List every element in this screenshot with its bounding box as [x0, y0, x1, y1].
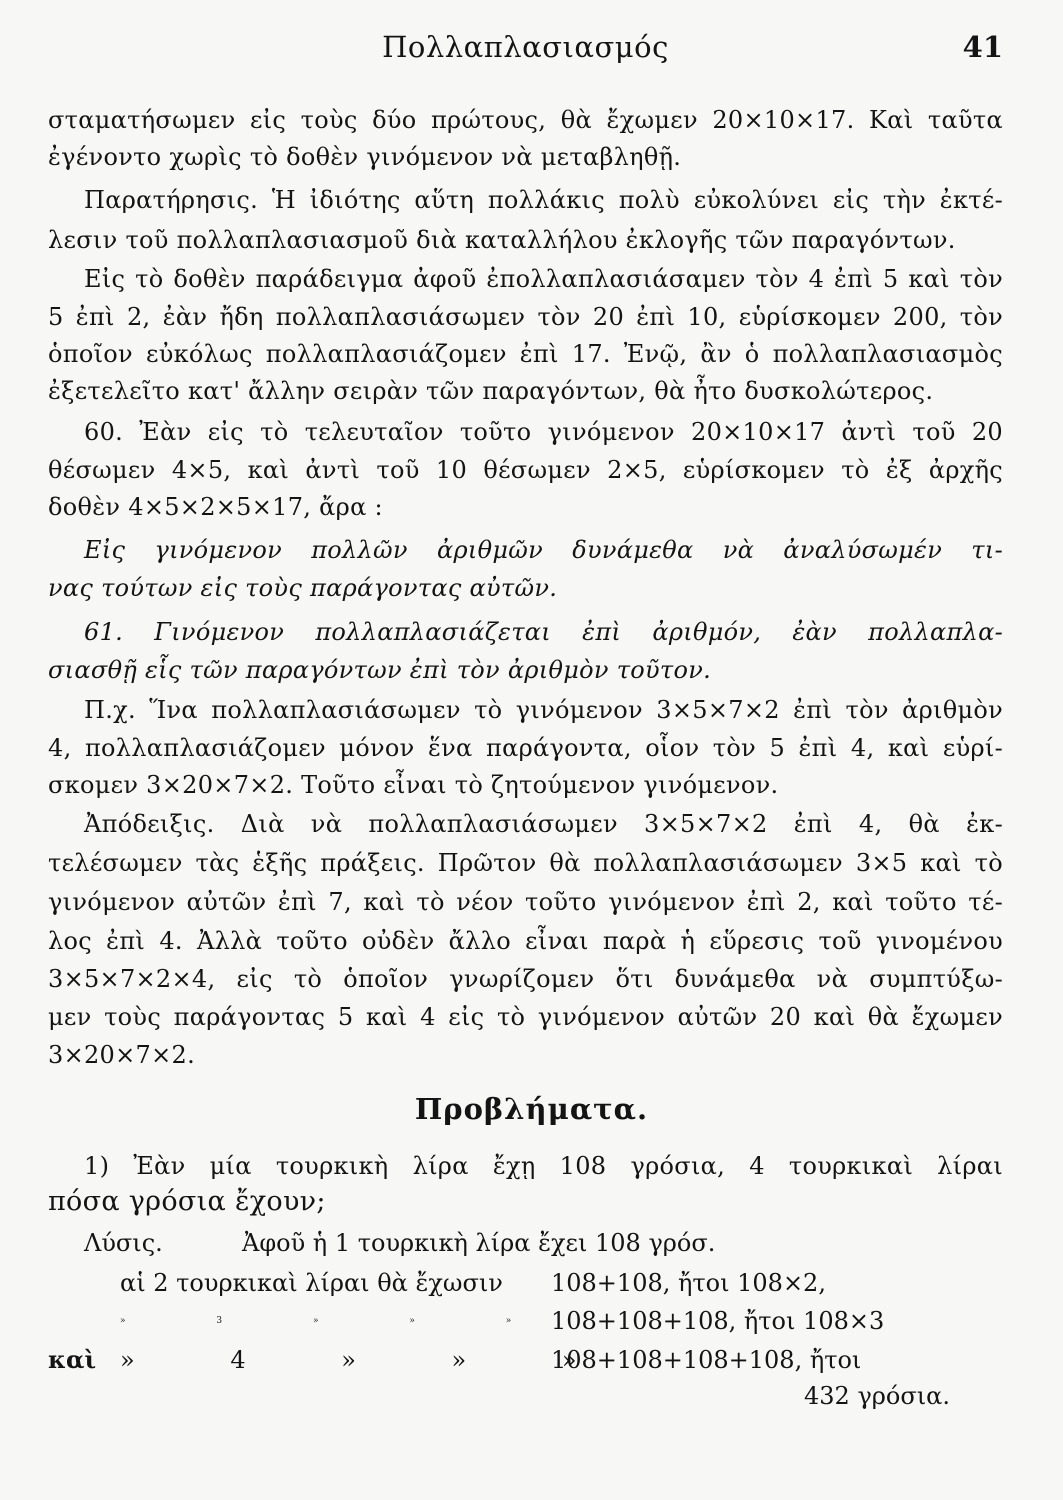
rule-statement: νας τούτων εἰς τοὺς παράγοντας αὐτῶν. [48, 574, 558, 602]
solution-label: Λύσις. [84, 1229, 163, 1257]
solution-row-label: αἱ 2 τουρκικαὶ λίραι θὰ ἔχωσιν [120, 1269, 503, 1297]
text-line: τελέσωμεν τὰς ἑξῆς πράξεις. Πρῶτον θὰ πολλαπλασιάσωμεν 3×5 καὶ τὸ [48, 849, 1003, 877]
text-line: σκομεν 3×20×7×2. Τοῦτο εἶναι τὸ ζητούμενον γινόμενον. [48, 771, 779, 799]
page-header [48, 30, 1003, 74]
text-line: σταματήσωμεν εἰς τοὺς δύο πρώτους, θὰ ἔχωμεν 20×10×17. Καὶ ταῦτα [48, 106, 1003, 134]
text-line: ἐγένοντο χωρὶς τὸ δοθὲν γινόμενον νὰ μεταβληθῇ. [48, 143, 682, 171]
text-line: δοθὲν 4×5×2×5×17, ἄρα : [48, 493, 383, 521]
solution-row-value: 108+108, ἤτοι 108×2, [551, 1269, 826, 1297]
section-61-rule: 61. Γινόμενον πολλαπλασιάζεται ἐπὶ ἀριθμόν, ἐὰν πολλαπλα- [84, 618, 1003, 646]
remark-paragraph: Παρατήρησις. Ἡ ἰδιότης αὕτη πολλάκις πολὺ εὐκολύνει εἰς τὴν ἐκτέ- [84, 186, 1003, 214]
rule-statement: Εἰς γινόμενον πολλῶν ἀριθμῶν δυνάμεθα νὰ ἀναλύσωμέν τι- [84, 536, 1003, 564]
solution-row-prefix: καὶ [48, 1345, 97, 1374]
text-line: λεσιν τοῦ πολλαπλασιασμοῦ διὰ καταλλήλου ἐκλογῆς τῶν παραγόντων. [48, 226, 956, 254]
problem-1: 1) Ἐὰν μία τουρκικὴ λίρα ἔχῃ 108 γρόσια, 4 τουρκικαὶ λίραι [84, 1152, 1003, 1180]
problems-heading: Προβλήματα. [414, 1092, 649, 1126]
text-line: ἐξετελεῖτο κατ' ἄλλην σειρὰν τῶν παραγόντων, θὰ ἦτο δυσκολώτερος. [48, 377, 934, 405]
text-line: θέσωμεν 4×5, καὶ ἀντὶ τοῦ 10 θέσωμεν 2×5, εὑρίσκομεν τὸ ἐξ ἀρχῆς [48, 456, 1003, 484]
solution-row-value: 108+108+108, ἤτοι 108×3 [551, 1307, 885, 1335]
text-line: μεν τοὺς παράγοντας 5 καὶ 4 εἰς τὸ γινόμενον αὐτῶν 20 καὶ θὰ ἔχωμεν [48, 1003, 1003, 1031]
solution-row-value: 108+108+108+108, ἤτοι [551, 1346, 862, 1374]
section-60-paragraph: 60. Ἐὰν εἰς τὸ τελευταῖον τοῦτο γινόμενον 20×10×17 ἀντὶ τοῦ 20 [84, 418, 1003, 446]
example-paragraph: Π.χ. Ἵνα πολλαπλασιάσωμεν τὸ γινόμενον 3×5×7×2 ἐπὶ τὸν ἀριθμὸν [84, 696, 1003, 724]
text-line: ὁποῖον εὐκόλως πολλαπλασιάζομεν ἐπὶ 17. Ἐνῷ, ἂν ὁ πολλαπλασιασμὸς [48, 340, 1003, 368]
solution-row-label: » 3 » » » [120, 1316, 512, 1326]
solution-row-label: » 4 » » » [120, 1346, 577, 1374]
solution-total: 432 γρόσια. [804, 1382, 950, 1410]
text-line: λος ἐπὶ 4. Ἀλλὰ τοῦτο οὐδὲν ἄλλο εἶναι παρὰ ἡ εὕρεσις τοῦ γινομένου [48, 927, 1003, 955]
text-line: γινόμενον αὐτῶν ἐπὶ 7, καὶ τὸ νέον τοῦτο γινόμενον ἐπὶ 2, καὶ τοῦτο τέ- [48, 888, 1003, 916]
rule-statement: σιασθῇ εἷς τῶν παραγόντων ἐπὶ τὸν ἀριθμὸν τοῦτον. [48, 656, 712, 684]
proof-paragraph: Ἀπόδειξις. Διὰ νὰ πολλαπλασιάσωμεν 3×5×7×2 ἐπὶ 4, θὰ ἐκ- [84, 810, 1003, 838]
text-line: 5 ἐπὶ 2, ἐὰν ἤδη πολλαπλασιάσωμεν τὸν 20 ἐπὶ 10, εὑρίσκομεν 200, τὸν [48, 303, 1003, 331]
running-title: Πολλαπλασιασμός [382, 30, 669, 64]
text-line: 4, πολλαπλασιάζομεν μόνον ἕνα παράγοντα, οἷον τὸν 5 ἐπὶ 4, καὶ εὑρί- [48, 734, 1003, 762]
text-line: 3×5×7×2×4, εἰς τὸ ὁποῖον γνωρίζομεν ὅτι δυνάμεθα νὰ συμπτύξω- [48, 965, 1003, 993]
solution-text: Ἀφοῦ ἡ 1 τουρκικὴ λίρα ἔχει 108 γρόσ. [242, 1229, 716, 1257]
text-line: Εἰς τὸ δοθὲν παράδειγμα ἀφοῦ ἐπολλαπλασιάσαμεν τὸν 4 ἐπὶ 5 καὶ τὸν [84, 265, 1003, 293]
page-number: 41 [962, 30, 1003, 64]
problem-1-question: πόσα γρόσια ἔχουν; [48, 1186, 326, 1217]
text-line: 3×20×7×2. [48, 1041, 196, 1069]
